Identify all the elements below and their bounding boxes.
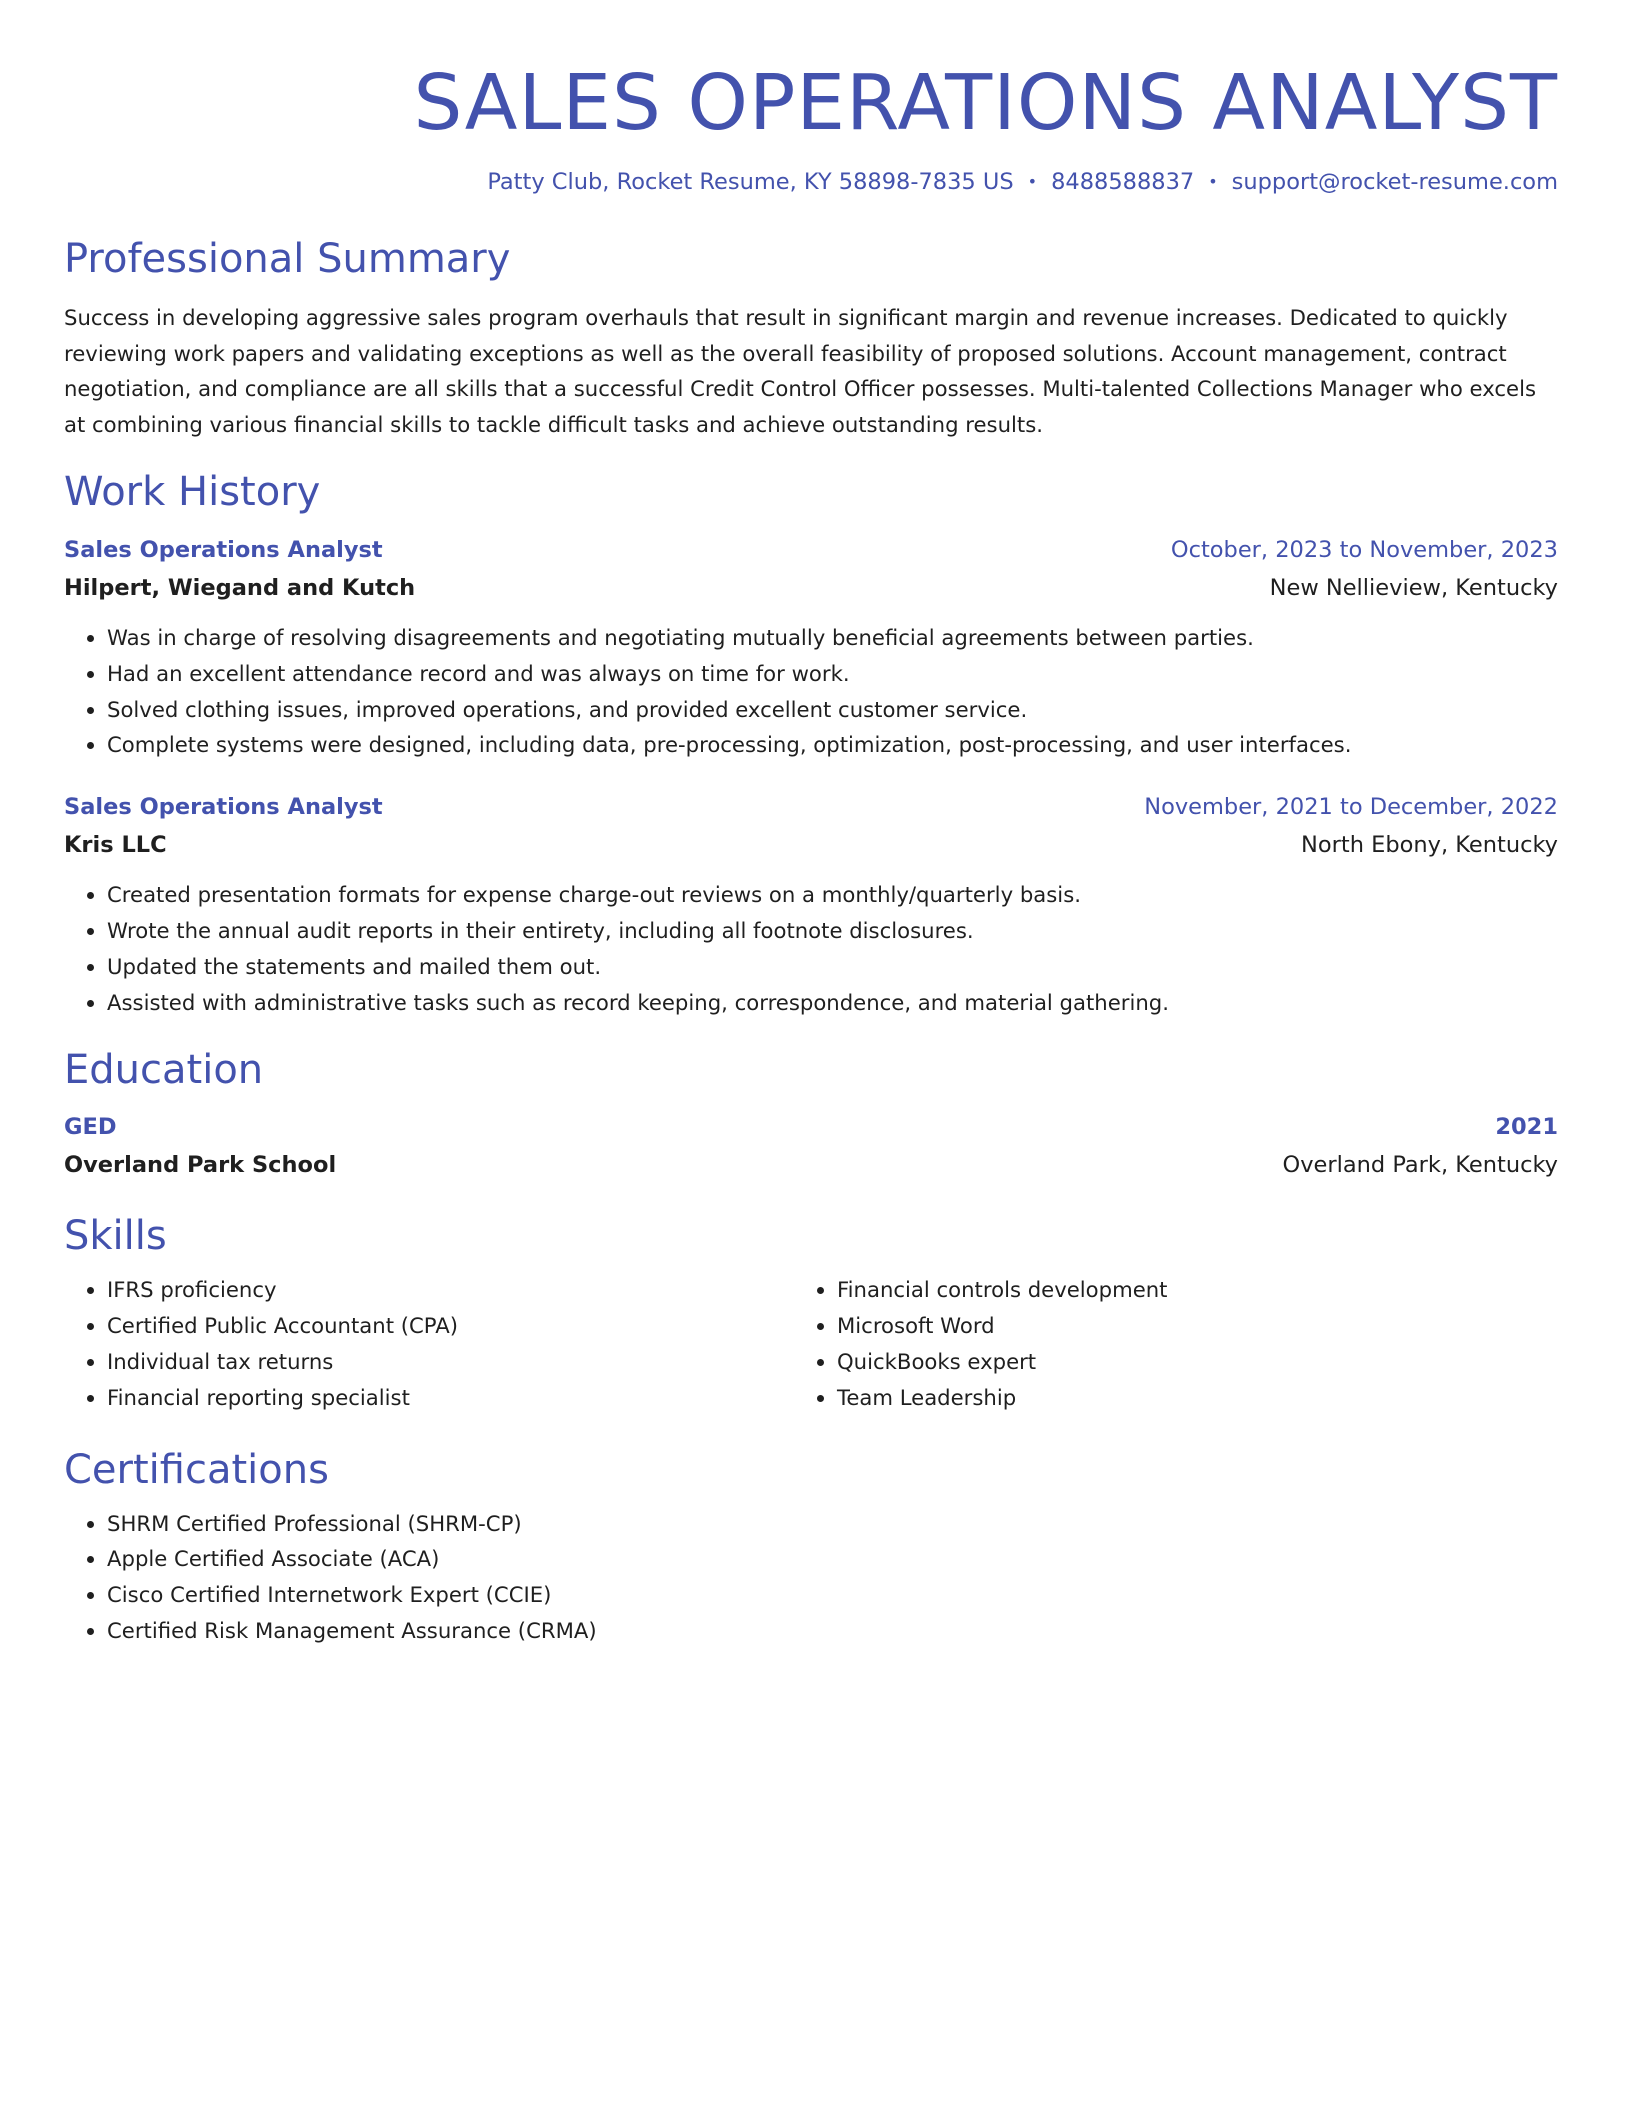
education-location: Overland Park, Kentucky bbox=[1282, 1152, 1558, 1179]
skill-item: • Individual tax returns bbox=[107, 1344, 759, 1380]
job-bullet: • Had an excellent attendance record and was always on time for work. bbox=[107, 656, 1558, 692]
job-bullet-list bbox=[64, 877, 1558, 1020]
job-bullet: • Complete systems were designed, including data, pre-processing, optimization, post-processing, and user interfaces. bbox=[107, 727, 1558, 763]
contact-separator: • bbox=[1027, 172, 1038, 191]
summary-text: Success in developing aggressive sales program overhauls that result in significant margin and revenue increases. Dedicated to quickly reviewing work papers and validating exceptions as well as the overall feasibility of proposed solutions. Account management, contract negotiation, and compliance are all skills that a successful Credit Control Officer possesses. Multi-talented Collections Manager who excels at combining various financial skills to tackle difficult tasks and achieve outstanding results. bbox=[64, 305, 1536, 437]
job-bullet: • Updated the statements and mailed them out. bbox=[107, 949, 1558, 985]
job-company-row bbox=[64, 826, 1558, 864]
job-bullet: • Was in charge of resolving disagreements and negotiating mutually beneficial agreements between parties. bbox=[107, 620, 1558, 656]
job-location: New Nellieview, Kentucky bbox=[1269, 575, 1558, 601]
job-company: Hilpert, Wiegand and Kutch bbox=[64, 575, 416, 601]
job-header-row bbox=[64, 531, 1558, 569]
section-heading-education: Education bbox=[64, 1047, 264, 1094]
section-heading-work-history: Work History bbox=[64, 469, 321, 515]
job-entry bbox=[64, 531, 1558, 763]
certification-item: • Apple Certified Associate (ACA) bbox=[107, 1541, 1558, 1577]
contact-line bbox=[64, 166, 1558, 198]
contact-email: support@rocket-resume.com bbox=[1231, 169, 1558, 195]
job-bullet-list bbox=[64, 620, 1558, 763]
certifications-list bbox=[64, 1506, 1558, 1649]
contact-address: Patty Club, Rocket Resume, KY 58898-7835 US bbox=[487, 169, 1014, 195]
certification-item: • SHRM Certified Professional (SHRM-CP) bbox=[107, 1506, 1558, 1542]
resume-page bbox=[64, 0, 1558, 1649]
job-company-row bbox=[64, 569, 1558, 607]
job-bullet: • Solved clothing issues, improved operations, and provided excellent customer service. bbox=[107, 692, 1558, 728]
skill-item: • IFRS proficiency bbox=[107, 1272, 759, 1308]
job-bullet: • Wrote the annual audit reports in their entirety, including all footnote disclosures. bbox=[107, 913, 1558, 949]
skill-item: • Financial reporting specialist bbox=[107, 1380, 759, 1416]
education-school-row bbox=[64, 1146, 1558, 1184]
education-degree-row bbox=[64, 1108, 1558, 1146]
certification-item: • Cisco Certified Internetwork Expert (CCIE) bbox=[107, 1577, 1558, 1613]
skill-item: • Team Leadership bbox=[837, 1380, 1454, 1416]
contact-separator: • bbox=[1208, 172, 1218, 191]
skill-item: • Certified Public Accountant (CPA) bbox=[107, 1308, 759, 1344]
education-degree: GED bbox=[64, 1114, 117, 1141]
job-title: Sales Operations Analyst bbox=[64, 537, 383, 563]
job-company: Kris LLC bbox=[64, 832, 167, 859]
job-location: North Ebony, Kentucky bbox=[1301, 832, 1558, 859]
skills-list-right bbox=[759, 1272, 1454, 1415]
job-header-row bbox=[64, 788, 1558, 826]
job-bullet: • Assisted with administrative tasks such as record keeping, correspondence, and material gathering. bbox=[107, 985, 1558, 1021]
skill-item: • QuickBooks expert bbox=[837, 1344, 1454, 1380]
job-dates: November, 2021 to December, 2022 bbox=[1144, 794, 1558, 821]
education-entry bbox=[64, 1108, 1558, 1184]
education-school: Overland Park School bbox=[64, 1152, 337, 1179]
skill-item: • Microsoft Word bbox=[837, 1308, 1454, 1344]
skills-columns bbox=[64, 1272, 1558, 1415]
skill-item: • Financial controls development bbox=[837, 1272, 1454, 1308]
education-year: 2021 bbox=[1495, 1114, 1558, 1141]
certification-item: • Certified Risk Management Assurance (CRMA) bbox=[107, 1613, 1558, 1649]
job-title: Sales Operations Analyst bbox=[64, 794, 383, 821]
section-heading-certifications: Certifications bbox=[64, 1446, 329, 1493]
contact-phone: 8488588837 bbox=[1051, 169, 1195, 195]
job-bullet: • Created presentation formats for expense charge-out reviews on a monthly/quarterly basis. bbox=[107, 877, 1558, 913]
job-entry bbox=[64, 788, 1558, 1020]
resume-title: SALES OPERATIONS ANALYST bbox=[413, 59, 1558, 148]
job-dates: October, 2023 to November, 2023 bbox=[1170, 537, 1558, 563]
section-heading-summary: Professional Summary bbox=[64, 236, 511, 282]
section-heading-skills: Skills bbox=[64, 1213, 167, 1260]
skills-list-left bbox=[64, 1272, 759, 1415]
